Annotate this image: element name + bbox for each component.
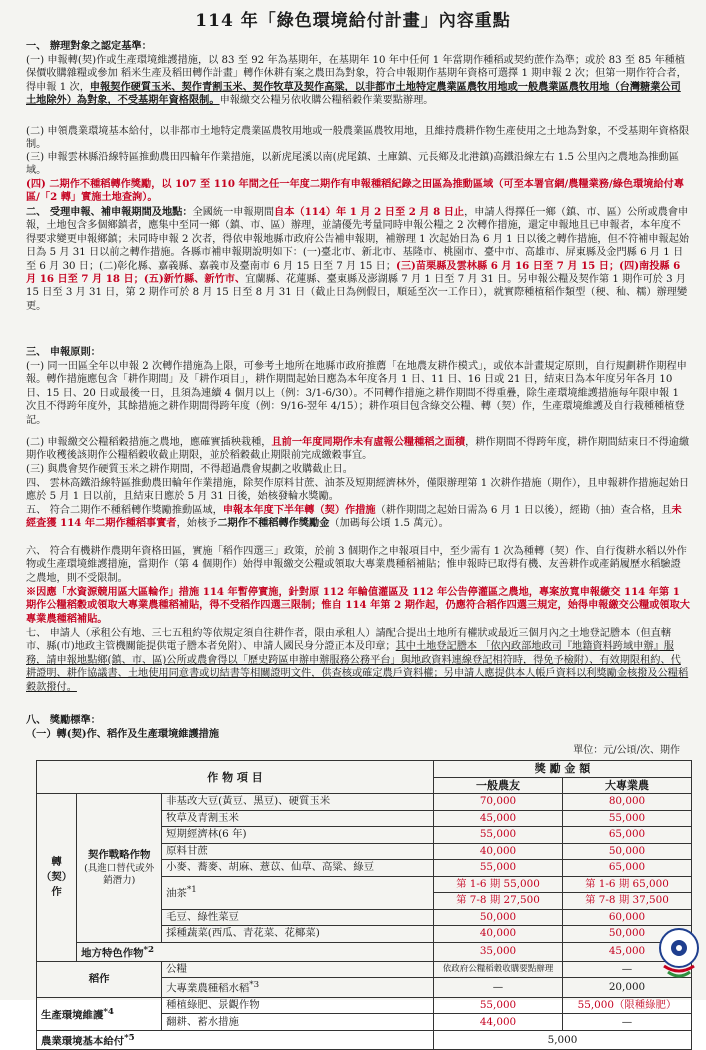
group-zhuan: 轉（契）作 (37, 794, 77, 962)
award-table (36, 760, 692, 1050)
row-general: 55,000 (434, 997, 563, 1014)
section-3-item-3: (三) 與農會契作硬質玉米之耕作期間，不得超過農會規劃之收購截止日。 (26, 464, 353, 475)
row-name-local: 地方特色作物$^{*2}$ (77, 942, 434, 961)
section-5: 五、 符合二期作不種稻轉作獎勵推動區域，申報本年度下半年轉（契）作措施（耕作期間之起始日需為 6 月 1 日以後），經勘（抽）查合格，且未經查獲 114 年二期作種稻事實者，始核予二期作不種稻轉作獎勵金（加碼每公頃 1.5 萬元）。 (26, 504, 682, 530)
row-name: 種植綠肥、景觀作物 (162, 997, 434, 1014)
row-name: 採種蔬菜(西瓜、青花菜、花椰菜) (162, 926, 434, 943)
row-general: 40,000 (434, 926, 563, 943)
row-general: 40,000 (434, 843, 563, 860)
section-1-heading: 一、 辦理對象之認定基準： (26, 40, 152, 52)
section-6: 六、 符合有機耕作農期年資格田區，實施「稻作四選三」政策，於前 3 個期作之申報項目中，至少需有 1 次為種轉（契）作、自行復耕水稻以外作物或生產環境維護措施，當期作（第 4 個期作）始得申報繳交公糧或領取大專業農種稻補貼；惟申報時已取得有機、友善耕作或產銷履歷水稻驗證之農地，則不受限制。 (26, 546, 687, 584)
section-3-heading: 三、 申報原則： (26, 346, 101, 358)
header-award: 獎 勵 金 額 (434, 761, 692, 778)
row-pro: 80,000 (563, 794, 692, 811)
row-general: 35,000 (434, 942, 563, 961)
section-3-item-1: (一) 同一田區全年以申報 2 次轉作措施為上限，可參考土地所在地縣市政府推薦「在地農友耕作模式」，或依本計畫規定原則，自行規劃耕作期程申報。轉作措施應包含「耕作期間」及「耕作項目」，耕作期間起始日應為本年度各月 1 日、11 日、16 日或 21 日，結束日為本年度另年各月 10 日、15 日、20 日或最後一日，且須為連續 4 個月以上（例：3/1-6/30）。不同轉作措施之耕作期間不得重疊，除生產環境維護措施每年限申報 1 次且不得跨年度外，其餘措施之耕作期間得跨年度（例：9/16-翌年 4/15）；耕作項目包含綠交公糧、轉（契）作，生產環境維護及自行栽種種植登記。 (26, 361, 687, 426)
row-pro: 50,000 (563, 843, 692, 860)
row-name: 牧草及青割玉米 (162, 810, 434, 827)
row-pro: — (563, 1014, 692, 1031)
agency-logo-icon (656, 926, 702, 982)
row-pro: — (563, 961, 692, 978)
header-pro: 大專業農 (563, 777, 692, 794)
row-name: 短期經濟林(6 年) (162, 827, 434, 844)
row-name-oil-tea: 油茶$^{*1}$ (162, 876, 434, 909)
unit-label: 單位：元/公頃/次、期作 (573, 745, 680, 756)
section-7: 七、 申請人（承租公有地、三七五租約等依規定須自往耕作者，限由承租人）請配合提出土地所有權狀或最近三個月內之土地登記謄本（但直轄市、縣(市)地政主管機關能提供電子謄本者免附）、申請人國民身分證正本及印章；其中土地登記謄本 「依內政部地政司『地籍資料跨域申辦』服務，請申報地點鄉(鎮、市、區)公所或農會得以「歷史跨區申辦申辦服務公務平台」與地政資料連線登記相符時，得免予檢附）、有效期限租約、代耕證明、耕作協議書、土地使用同意書或切結書等相關證明文件，供查核或確定農戶資料權；另申請人應提供本人帳戶資料以利獎勵金核撥及公糧稻穀款撥付。 (26, 628, 689, 693)
section-1-item-2: (二) 申領農業環境基本給付，以非都市土地特定農業區農牧用地或一般農業區農牧用地，且維持農耕作物生產使用之土地為對象，不受基期年資格限制。 (26, 126, 690, 151)
page-title: 114 年「綠色環境給付計畫」內容重點 (195, 11, 511, 31)
section-1-item-4: (四) 二期作不種稻轉作獎勵，以 107 至 110 年間之任一年度二期作有申報種稻紀錄之田區為推動區域（可至本署官網/農糧業務/綠色環境給付專區/「2 轉」實施土地查詢）。 (26, 178, 685, 204)
row-name: 小麥、蕎麥、胡麻、薏苡、仙草、高粱、綠豆 (162, 860, 434, 877)
header-item: 作 物 項 目 (37, 761, 434, 794)
group-rice: 稻作 (37, 961, 162, 997)
row-pro: 第 1-6 期 65,000 (563, 876, 692, 893)
row-name: 翻耕、蓄水措施 (162, 1014, 434, 1031)
row-name: 大專業農種稻水稻$^{*3}$ (162, 978, 434, 997)
row-general: 44,000 (434, 1014, 563, 1031)
row-name: 原料甘蔗 (162, 843, 434, 860)
row-pro: 55,000 (563, 810, 692, 827)
section-1-item-3: (三) 申報雲林縣沿線特區推動農田四輪年作業措施，以新虎尾溪以南(虎尾鎮、土庫鎮、元長鄉及北港鎮)高鐵沿線左右 1.5 公里內之農地為推動區域。 (26, 152, 680, 177)
group-env: 生產環境維護$^{*4}$ (37, 997, 162, 1030)
row-pro: 50,000 (563, 926, 692, 943)
row-name-base: 農業環境基本給付$^{*5}$ (37, 1030, 434, 1049)
row-general: 55,000 (434, 860, 563, 877)
section-8-subheading: （一）轉(契)作、稻作及生產環境維護措施 (26, 728, 220, 740)
row-pro: 55,000（限種綠肥） (563, 997, 692, 1014)
row-general: 45,000 (434, 810, 563, 827)
table-header-row (37, 761, 692, 778)
row-pro: 65,000 (563, 860, 692, 877)
section-1-item-1: (一) 申報轉(契)作或生產環境維護措施，以 83 至 92 年為基期年，在基期年 10 年中任何 1 年當期作種稻或契約蔗作為準；或於 83 至 85 年種植保價收購雜糧或參加 稻米生產及稻田轉作計畫」轉作休耕有案之農田為對象，符合申報期作基期年資格可選擇 1 期申報 2 次；但第一期作符合者，得申報 1 次，申報契作硬質玉米、契作青割玉米、契作牧草及契作高粱，以非都市土地特定農業區農牧用地或一般農業區農牧用地（台灣糖業公司土地除外）為對象，不受基期年資格限制。申報繳交公糧另依收購公糧稻穀作業要點辦理。 (26, 55, 687, 107)
row-name: 毛豆、綠性菜豆 (162, 909, 434, 926)
row-pro: 60,000 (563, 909, 692, 926)
row-general: — (434, 978, 563, 997)
row-general: 依政府公糧稻穀收購要點辦理 (434, 961, 563, 978)
row-general: 70,000 (434, 794, 563, 811)
table-row (37, 942, 692, 961)
section-2: 二、 受理申報、補申報期間及地點：全國統一申報期間自本（114）年 1 月 2 日至 2 月 8 日止，申請人得擇任一鄉（鎮、市、區）公所或農會申報，土地包含多個鄉鎮者，應集中至同一鄉（鎮、市、區）辦理，並請優先考量同時申報公糧之 2 次轉作措施，還定申報地且已申報者，本年度不得要求變更申報鄉鎮；未同時申報 2 次者，得依申報地縣市政府公告補申報期，補辦理 1 次起始日為 6 月 1 日以後之轉作措施，但不符補申報起始日為 5 月 31 日以前之轉作措施。各縣市補申報期說明如下：(一)臺北市、新北市、基隆市、桃園市、臺中市、高雄市、屏東縣及金門縣 6 月 1 日至 6 月 30 日；(二)彰化縣、嘉義縣、嘉義市及臺南市 6 月 15 日至 7 月 15 日；(三)苗栗縣及雲林縣 6 月 16 日至 7 月 15 日；(四)南投縣 6 月 16 日至 7 月 18 日；(五)新竹縣、新竹市、宜蘭縣、花蓮縣、臺東縣及澎湖縣 7 月 1 日至 7 月 31 日。另申報公糧及契作第 1 期作可於 3 月 15 日至 3 月 31 日，第 2 期作可於 8 月 15 日至 8 月 31 日（截止日為例假日，順延至次一工作日），就實際種植稻作類型（稉、秈、糯）辦理變更。 (26, 206, 690, 312)
section-4: 四、 雲林高鐵沿線特區推動農田輪年作業措施，除契作原料甘蔗、油茶及短期經濟林外，僅限辦理第 1 次耕作措施（期作），且申報耕作措施起始日應於 5 月 1 日以前，且結束日應於 5 月 31 日後，始核發輪水獎勵。 (26, 478, 690, 503)
row-pro: 45,000 (563, 942, 692, 961)
row-name: 公糧 (162, 961, 434, 978)
section-3-item-2: (二) 申報繳交公糧稻穀措施之農地，應確實插秧栽種，且前一年度同期作未有虛報公糧種稻之面積，耕作期間不得跨年度，耕作期間結束日不得逾繳期作收穫後該期作公糧稻穀收截止期限，並於稻穀截止期限前完成繳穀事宜。 (26, 436, 690, 462)
group-strategy: 契作戰略作物 (具進口替代或外銷潛力) (77, 794, 162, 943)
row-pro: 20,000 (563, 978, 692, 997)
row-general: 第 1-6 期 55,000 (434, 876, 563, 893)
section-8-heading: 八、 獎勵標準： (26, 714, 101, 726)
table-row (37, 794, 692, 811)
section-6-note: ※因應「水資源競用區大區輪作」措施 114 年暫停實施，針對原 112 年輪值灌區及 112 年公告停灌區之農地，專案放寬申報繳交 114 年第 1 期作公糧稻穀或領取大專業農種稻補貼，得不受稻作四選三限制；惟自 114 年第 2 期作起，仍應符合稻作四選三規定，始得申報繳交公糧或領取大專業農種稻補貼。 (26, 586, 690, 625)
table-row (37, 961, 692, 978)
row-pro: 第 7-8 期 37,500 (563, 893, 692, 910)
header-general: 一般農友 (434, 777, 563, 794)
row-general: 50,000 (434, 909, 563, 926)
row-general: 55,000 (434, 827, 563, 844)
row-pro: 65,000 (563, 827, 692, 844)
table-row (37, 1030, 692, 1049)
row-name: 非基改大豆(黃豆、黑豆)、硬質玉米 (162, 794, 434, 811)
row-general: 第 7-8 期 27,500 (434, 893, 563, 910)
row-base-value: 5,000 (434, 1030, 692, 1049)
